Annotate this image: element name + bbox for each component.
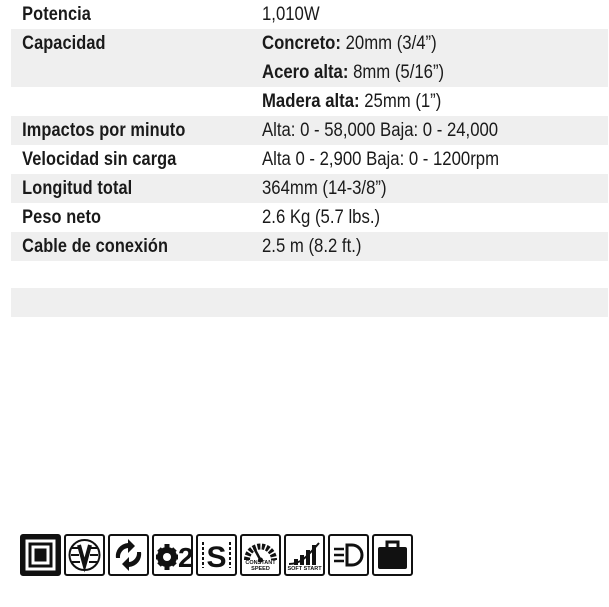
spec-row-impactos — [11, 116, 608, 145]
spec-label: Peso neto — [22, 206, 102, 228]
spec-row-longitud — [11, 174, 608, 203]
spec-row-madera — [11, 87, 608, 116]
spec-value: Alta 0 - 2,900 Baja: 0 - 1200rpm — [262, 148, 500, 170]
safety-clutch-glyph: S — [206, 541, 227, 574]
two-speed-glyph: 2 — [178, 542, 194, 573]
spec-value: Alta: 0 - 58,000 Baja: 0 - 24,000 — [262, 119, 499, 141]
safety-clutch-icon — [196, 534, 237, 576]
spec-label: Cable de conexión — [22, 235, 169, 257]
led-light-icon — [328, 534, 369, 576]
spec-row-peso — [11, 203, 608, 232]
spec-label: Impactos por minuto — [22, 119, 186, 141]
spec-row-capacidad — [11, 29, 608, 58]
soft-start-caption: SOFT START — [287, 565, 322, 572]
spec-row-velocidad — [11, 145, 608, 174]
spec-row-potencia — [11, 0, 608, 29]
spec-value: 364mm (14-3/8”) — [262, 177, 387, 199]
spec-label: Potencia — [22, 3, 91, 25]
empty-band — [11, 288, 608, 317]
soft-start-icon — [284, 534, 325, 576]
spec-value: Acero alta: 8mm (5/16”) — [262, 61, 445, 83]
spec-row-acero — [11, 58, 608, 87]
reversible-icon — [108, 534, 149, 576]
spec-table — [11, 0, 608, 261]
double-insulation-icon — [20, 534, 61, 576]
spec-value: 1,010W — [262, 3, 320, 25]
spec-value: 2.5 m (8.2 ft.) — [262, 235, 362, 257]
constant-speed-icon — [240, 534, 281, 576]
feature-icon-strip — [20, 534, 413, 576]
spec-label: Longitud total — [22, 177, 133, 199]
constant-speed-caption: CONSTANT SPEED — [245, 560, 276, 572]
variable-speed-icon — [64, 534, 105, 576]
spec-label: Velocidad sin carga — [22, 148, 177, 170]
spec-value: Concreto: 20mm (3/4”) — [262, 32, 437, 54]
two-speed-icon — [152, 534, 193, 576]
spec-value: Madera alta: 25mm (1”) — [262, 90, 442, 112]
carrying-case-icon — [372, 534, 413, 576]
spec-row-cable — [11, 232, 608, 261]
spec-label: Capacidad — [22, 32, 106, 54]
spec-value: 2.6 Kg (5.7 lbs.) — [262, 206, 381, 228]
